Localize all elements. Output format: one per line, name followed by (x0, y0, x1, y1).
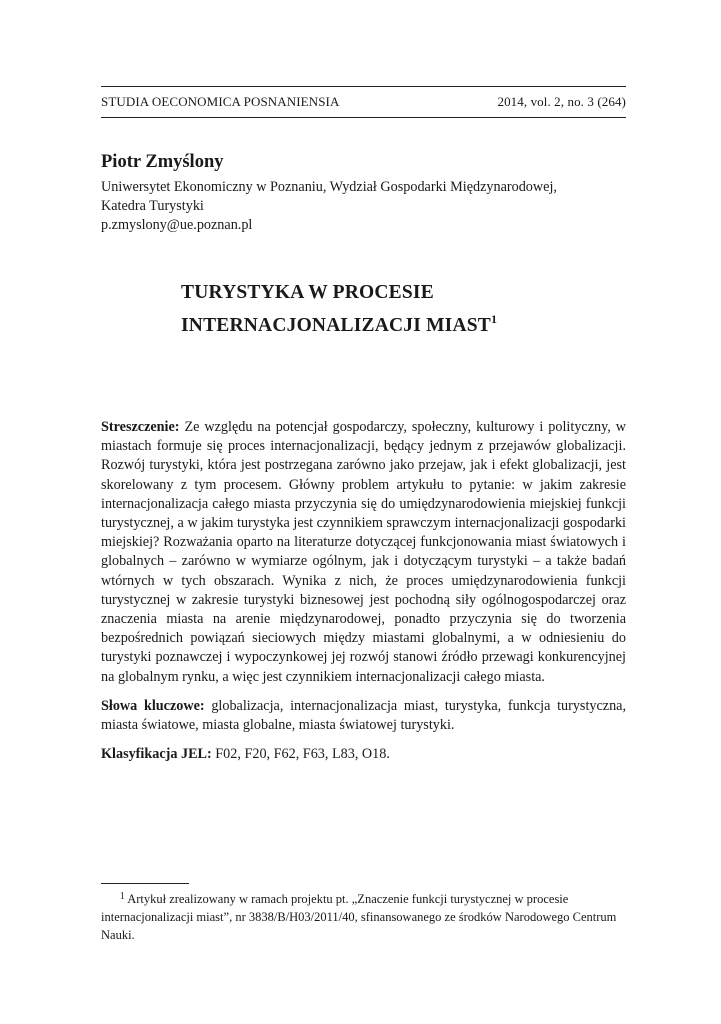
jel-label: Klasyfikacja JEL: (101, 746, 212, 763)
footnote-text: Artykuł zrealizowany w ramach projektu pt. „Znaczenie funkcji turystycznej w procesie internacjonalizacji miast”, nr 3838/B/H03/2011/40, sfinansowanego ze środków Narodowego Centrum Nauki. (101, 892, 617, 942)
title-line-2 (181, 306, 497, 339)
author-block (101, 152, 661, 235)
jel-paragraph (101, 745, 626, 764)
abstract-section (101, 418, 626, 774)
author-affiliation-line-2: Katedra Turystyki (101, 198, 204, 214)
abstract-label: Streszczenie: (101, 419, 180, 435)
author-email: p.zmyslony@ue.poznan.pl (101, 217, 253, 233)
running-header (101, 94, 626, 110)
article-title (181, 280, 497, 339)
author-affiliation-line-1: Uniwersytet Ekonomiczny w Poznaniu, Wydział Gospodarki Międzynarodowej, (101, 179, 557, 195)
keywords-label: Słowa kluczowe: (101, 697, 205, 714)
footnote (101, 888, 626, 944)
footnote-marker: 1 (119, 891, 125, 902)
footnote-rule (101, 883, 189, 884)
keywords-paragraph (101, 697, 626, 735)
abstract-paragraph (101, 418, 626, 687)
title-footnote-marker: 1 (491, 312, 498, 326)
issue-info: 2014, vol. 2, no. 3 (264) (497, 94, 626, 109)
author-name: Piotr Zmyślony (101, 152, 224, 172)
jel-text: F02, F20, F62, F63, L83, O18. (215, 746, 390, 763)
abstract-text: Ze względu na potencjał gospodarczy, społeczny, kulturowy i polityczny, w miastach formuje się proces internacjonalizacji, będący jednym z przejawów globalizacji. Rozwój turystyki, która jest postrzegana zarówno jako przejaw, jak i efekt globalizacji, jest skorelowany z tym procesem. Główny problem artykułu to pytanie: w jakim zakresie internacjonalizacja całego miasta przyczynia się do umiędzynarodowienia miejskiej funkcji turystycznej, a w jakim turystyka jest czynnikiem sprawczym internacjonalizacji gospodarki miejskiej? Rozważania oparto na literaturze dotyczącej funkcjonowania miast światowych i globalnych – zarówno w wymiarze ogólnym, jak i dotyczącym turystyki – a także badań wtórnych w tych obszarach. Wynika z nich, że proces umiędzynarodowienia funkcji turystycznej w zakresie turystyki biznesowej jest pochodną siły ogólnogospodarczej oraz znaczenia miasta na arenie międzynarodowej, ponadto przyczynia się do tworzenia bezpośrednich powiązań sieciowych między miastami globalnymi, a w odniesieniu do turystyki poznawczej i wypoczynkowej jej rozwój stanowi źródło przewagi konkurencyjnej na globalnym rynku, a więc jest czynnikiem internacjonalizacji całego miasta. (101, 419, 626, 685)
title-line-2-text: INTERNACJONALIZACJI MIAST (181, 315, 492, 336)
header-bottom-rule (101, 117, 626, 118)
journal-name: STUDIA OECONOMICA POSNANIENSIA (101, 94, 340, 109)
title-line-1: TURYSTYKA W PROCESIE (181, 282, 434, 303)
keywords-text: globalizacja, internacjonalizacja miast, turystyka, funkcja turystyczna, miasta światowe, miasta globalne, miasta światowej turystyki. (101, 697, 627, 734)
header-top-rule (101, 86, 626, 87)
